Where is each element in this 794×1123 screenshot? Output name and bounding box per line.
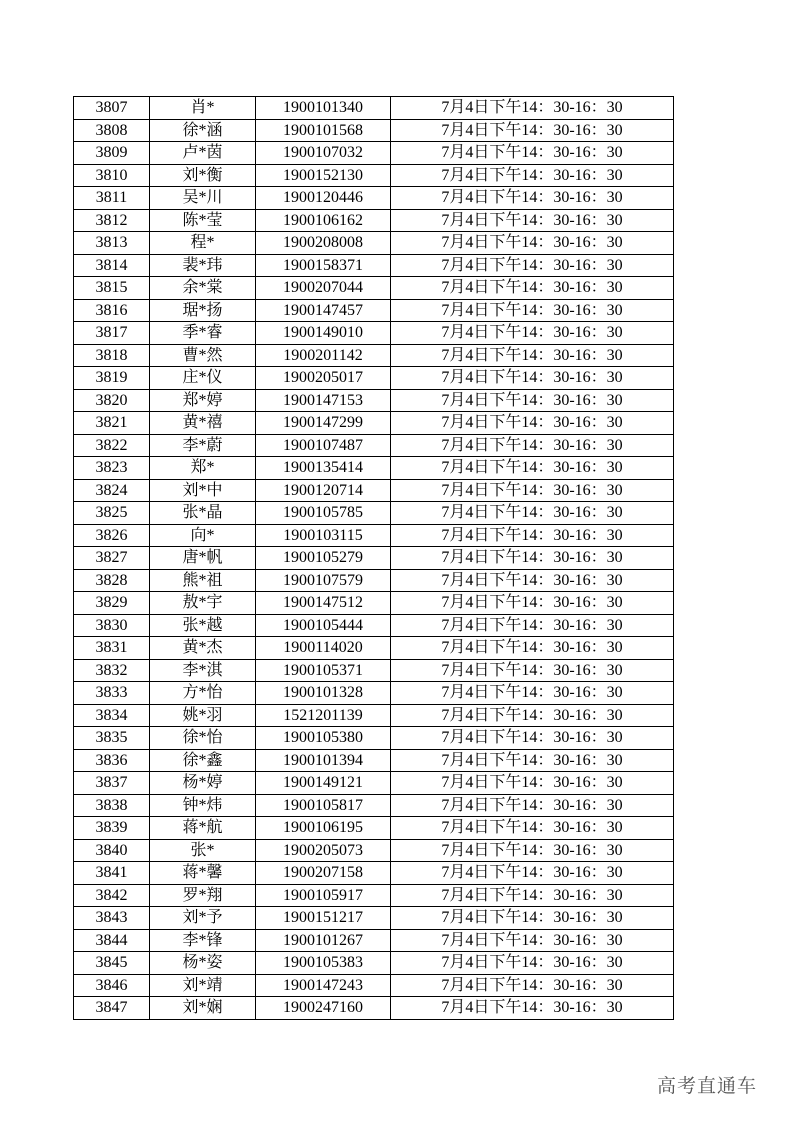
serial-cell: 3812 — [74, 209, 150, 232]
time-cell: 7月4日下午14：30-16：30 — [391, 367, 674, 390]
serial-cell: 3834 — [74, 704, 150, 727]
table-row — [74, 187, 674, 210]
serial-cell: 3826 — [74, 524, 150, 547]
time-cell: 7月4日下午14：30-16：30 — [391, 817, 674, 840]
time-cell: 7月4日下午14：30-16：30 — [391, 277, 674, 300]
time-cell: 7月4日下午14：30-16：30 — [391, 254, 674, 277]
serial-cell: 3811 — [74, 187, 150, 210]
id-cell: 1900149010 — [256, 322, 391, 345]
table-row — [74, 479, 674, 502]
id-cell: 1900151217 — [256, 907, 391, 930]
serial-cell: 3827 — [74, 547, 150, 570]
name-cell: 唐*帆 — [150, 547, 256, 570]
name-cell: 熊*祖 — [150, 569, 256, 592]
id-cell: 1900105917 — [256, 884, 391, 907]
time-cell: 7月4日下午14：30-16：30 — [391, 434, 674, 457]
table-row — [74, 929, 674, 952]
name-cell: 刘*中 — [150, 479, 256, 502]
serial-cell: 3817 — [74, 322, 150, 345]
id-cell: 1900105383 — [256, 952, 391, 975]
table-row — [74, 142, 674, 165]
time-cell: 7月4日下午14：30-16：30 — [391, 884, 674, 907]
time-cell: 7月4日下午14：30-16：30 — [391, 794, 674, 817]
serial-cell: 3824 — [74, 479, 150, 502]
serial-cell: 3833 — [74, 682, 150, 705]
time-cell: 7月4日下午14：30-16：30 — [391, 232, 674, 255]
name-cell: 曹*然 — [150, 344, 256, 367]
serial-cell: 3837 — [74, 772, 150, 795]
name-cell: 罗*翔 — [150, 884, 256, 907]
name-cell: 郑* — [150, 457, 256, 480]
id-cell: 1900107032 — [256, 142, 391, 165]
id-cell: 1900103115 — [256, 524, 391, 547]
name-cell: 庄*仪 — [150, 367, 256, 390]
serial-cell: 3845 — [74, 952, 150, 975]
name-cell: 向* — [150, 524, 256, 547]
id-cell: 1900105785 — [256, 502, 391, 525]
serial-cell: 3847 — [74, 997, 150, 1020]
id-cell: 1900247160 — [256, 997, 391, 1020]
name-cell: 刘*靖 — [150, 974, 256, 997]
serial-cell: 3844 — [74, 929, 150, 952]
serial-cell: 3808 — [74, 119, 150, 142]
name-cell: 张*晶 — [150, 502, 256, 525]
id-cell: 1900101340 — [256, 97, 391, 120]
name-cell: 蒋*馨 — [150, 862, 256, 885]
time-cell: 7月4日下午14：30-16：30 — [391, 952, 674, 975]
id-cell: 1900105380 — [256, 727, 391, 750]
name-cell: 刘*予 — [150, 907, 256, 930]
table-row — [74, 704, 674, 727]
id-cell: 1900149121 — [256, 772, 391, 795]
table-row — [74, 884, 674, 907]
serial-cell: 3815 — [74, 277, 150, 300]
roster-table — [73, 96, 674, 1020]
table-row — [74, 592, 674, 615]
table-row — [74, 907, 674, 930]
time-cell: 7月4日下午14：30-16：30 — [391, 907, 674, 930]
id-cell: 1900207044 — [256, 277, 391, 300]
time-cell: 7月4日下午14：30-16：30 — [391, 659, 674, 682]
time-cell: 7月4日下午14：30-16：30 — [391, 299, 674, 322]
table-row — [74, 412, 674, 435]
name-cell: 李*锋 — [150, 929, 256, 952]
serial-cell: 3843 — [74, 907, 150, 930]
name-cell: 程* — [150, 232, 256, 255]
serial-cell: 3840 — [74, 839, 150, 862]
table-row — [74, 952, 674, 975]
serial-cell: 3831 — [74, 637, 150, 660]
time-cell: 7月4日下午14：30-16：30 — [391, 119, 674, 142]
id-cell: 1900105371 — [256, 659, 391, 682]
time-cell: 7月4日下午14：30-16：30 — [391, 479, 674, 502]
id-cell: 1900147243 — [256, 974, 391, 997]
id-cell: 1900105444 — [256, 614, 391, 637]
serial-cell: 3810 — [74, 164, 150, 187]
table-row — [74, 772, 674, 795]
time-cell: 7月4日下午14：30-16：30 — [391, 547, 674, 570]
serial-cell: 3825 — [74, 502, 150, 525]
name-cell: 徐*怡 — [150, 727, 256, 750]
id-cell: 1900120714 — [256, 479, 391, 502]
name-cell: 李*蔚 — [150, 434, 256, 457]
time-cell: 7月4日下午14：30-16：30 — [391, 322, 674, 345]
time-cell: 7月4日下午14：30-16：30 — [391, 97, 674, 120]
serial-cell: 3821 — [74, 412, 150, 435]
name-cell: 张* — [150, 839, 256, 862]
table-row — [74, 164, 674, 187]
serial-cell: 3836 — [74, 749, 150, 772]
serial-cell: 3841 — [74, 862, 150, 885]
table-row — [74, 344, 674, 367]
table-row — [74, 659, 674, 682]
name-cell: 方*怡 — [150, 682, 256, 705]
time-cell: 7月4日下午14：30-16：30 — [391, 592, 674, 615]
table-row — [74, 97, 674, 120]
name-cell: 张*越 — [150, 614, 256, 637]
id-cell: 1900105279 — [256, 547, 391, 570]
time-cell: 7月4日下午14：30-16：30 — [391, 344, 674, 367]
table-row — [74, 547, 674, 570]
name-cell: 蒋*航 — [150, 817, 256, 840]
time-cell: 7月4日下午14：30-16：30 — [391, 164, 674, 187]
name-cell: 郑*婷 — [150, 389, 256, 412]
id-cell: 1900205017 — [256, 367, 391, 390]
table-row — [74, 119, 674, 142]
table-row — [74, 637, 674, 660]
serial-cell: 3816 — [74, 299, 150, 322]
serial-cell: 3830 — [74, 614, 150, 637]
name-cell: 裴*玮 — [150, 254, 256, 277]
name-cell: 肖* — [150, 97, 256, 120]
table-row — [74, 749, 674, 772]
table-row — [74, 277, 674, 300]
table-row — [74, 727, 674, 750]
time-cell: 7月4日下午14：30-16：30 — [391, 209, 674, 232]
table-row — [74, 794, 674, 817]
table-row — [74, 389, 674, 412]
time-cell: 7月4日下午14：30-16：30 — [391, 187, 674, 210]
name-cell: 琚*扬 — [150, 299, 256, 322]
serial-cell: 3822 — [74, 434, 150, 457]
id-cell: 1900205073 — [256, 839, 391, 862]
name-cell: 陈*莹 — [150, 209, 256, 232]
time-cell: 7月4日下午14：30-16：30 — [391, 142, 674, 165]
time-cell: 7月4日下午14：30-16：30 — [391, 839, 674, 862]
table-row — [74, 502, 674, 525]
name-cell: 黄*禧 — [150, 412, 256, 435]
time-cell: 7月4日下午14：30-16：30 — [391, 929, 674, 952]
name-cell: 吴*川 — [150, 187, 256, 210]
serial-cell: 3819 — [74, 367, 150, 390]
serial-cell: 3813 — [74, 232, 150, 255]
serial-cell: 3846 — [74, 974, 150, 997]
table-row — [74, 457, 674, 480]
serial-cell: 3820 — [74, 389, 150, 412]
id-cell: 1900147153 — [256, 389, 391, 412]
id-cell: 1900101394 — [256, 749, 391, 772]
id-cell: 1900135414 — [256, 457, 391, 480]
name-cell: 黄*杰 — [150, 637, 256, 660]
serial-cell: 3832 — [74, 659, 150, 682]
table-row — [74, 299, 674, 322]
time-cell: 7月4日下午14：30-16：30 — [391, 637, 674, 660]
time-cell: 7月4日下午14：30-16：30 — [391, 502, 674, 525]
name-cell: 杨*婷 — [150, 772, 256, 795]
table-row — [74, 209, 674, 232]
time-cell: 7月4日下午14：30-16：30 — [391, 749, 674, 772]
id-cell: 1900208008 — [256, 232, 391, 255]
id-cell: 1900158371 — [256, 254, 391, 277]
id-cell: 1900114020 — [256, 637, 391, 660]
table-row — [74, 974, 674, 997]
id-cell: 1900101267 — [256, 929, 391, 952]
serial-cell: 3829 — [74, 592, 150, 615]
table-row — [74, 614, 674, 637]
serial-cell: 3823 — [74, 457, 150, 480]
time-cell: 7月4日下午14：30-16：30 — [391, 569, 674, 592]
watermark-text: 高考直通车 — [657, 1075, 758, 1097]
name-cell: 李*淇 — [150, 659, 256, 682]
id-cell: 1900147512 — [256, 592, 391, 615]
name-cell: 徐*涵 — [150, 119, 256, 142]
serial-cell: 3839 — [74, 817, 150, 840]
name-cell: 刘*娴 — [150, 997, 256, 1020]
name-cell: 杨*姿 — [150, 952, 256, 975]
table-row — [74, 434, 674, 457]
time-cell: 7月4日下午14：30-16：30 — [391, 412, 674, 435]
name-cell: 徐*鑫 — [150, 749, 256, 772]
time-cell: 7月4日下午14：30-16：30 — [391, 997, 674, 1020]
id-cell: 1900107487 — [256, 434, 391, 457]
table-row — [74, 862, 674, 885]
id-cell: 1900147457 — [256, 299, 391, 322]
table-row — [74, 524, 674, 547]
table-row — [74, 232, 674, 255]
name-cell: 敖*宇 — [150, 592, 256, 615]
serial-cell: 3835 — [74, 727, 150, 750]
name-cell: 季*睿 — [150, 322, 256, 345]
table-row — [74, 682, 674, 705]
id-cell: 1900107579 — [256, 569, 391, 592]
time-cell: 7月4日下午14：30-16：30 — [391, 727, 674, 750]
time-cell: 7月4日下午14：30-16：30 — [391, 974, 674, 997]
time-cell: 7月4日下午14：30-16：30 — [391, 682, 674, 705]
id-cell: 1521201139 — [256, 704, 391, 727]
serial-cell: 3838 — [74, 794, 150, 817]
table-row — [74, 817, 674, 840]
id-cell: 1900106162 — [256, 209, 391, 232]
id-cell: 1900201142 — [256, 344, 391, 367]
table-row — [74, 569, 674, 592]
id-cell: 1900105817 — [256, 794, 391, 817]
id-cell: 1900147299 — [256, 412, 391, 435]
time-cell: 7月4日下午14：30-16：30 — [391, 862, 674, 885]
time-cell: 7月4日下午14：30-16：30 — [391, 524, 674, 547]
table-row — [74, 839, 674, 862]
serial-cell: 3807 — [74, 97, 150, 120]
id-cell: 1900101568 — [256, 119, 391, 142]
serial-cell: 3814 — [74, 254, 150, 277]
id-cell: 1900120446 — [256, 187, 391, 210]
time-cell: 7月4日下午14：30-16：30 — [391, 704, 674, 727]
table-row — [74, 322, 674, 345]
serial-cell: 3818 — [74, 344, 150, 367]
time-cell: 7月4日下午14：30-16：30 — [391, 772, 674, 795]
name-cell: 钟*炜 — [150, 794, 256, 817]
roster-body — [74, 97, 674, 1020]
time-cell: 7月4日下午14：30-16：30 — [391, 457, 674, 480]
name-cell: 卢*茵 — [150, 142, 256, 165]
time-cell: 7月4日下午14：30-16：30 — [391, 614, 674, 637]
name-cell: 余*棠 — [150, 277, 256, 300]
table-row — [74, 997, 674, 1020]
serial-cell: 3809 — [74, 142, 150, 165]
id-cell: 1900106195 — [256, 817, 391, 840]
name-cell: 刘*衡 — [150, 164, 256, 187]
serial-cell: 3842 — [74, 884, 150, 907]
serial-cell: 3828 — [74, 569, 150, 592]
name-cell: 姚*羽 — [150, 704, 256, 727]
time-cell: 7月4日下午14：30-16：30 — [391, 389, 674, 412]
id-cell: 1900207158 — [256, 862, 391, 885]
table-row — [74, 367, 674, 390]
id-cell: 1900152130 — [256, 164, 391, 187]
id-cell: 1900101328 — [256, 682, 391, 705]
table-row — [74, 254, 674, 277]
